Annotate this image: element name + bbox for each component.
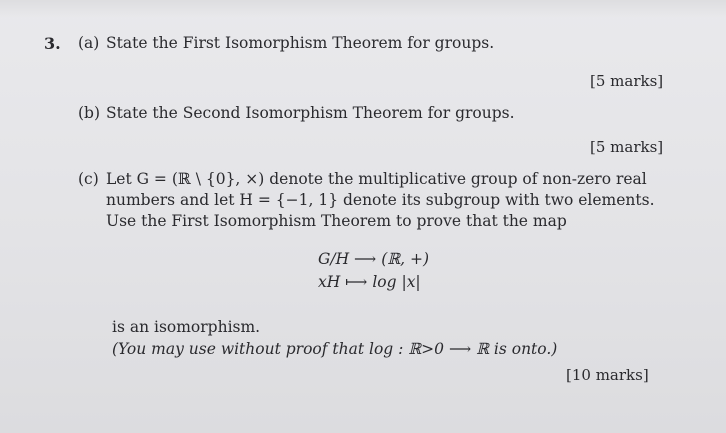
part-c-label: (c) (78, 170, 99, 188)
part-a-marks: [5 marks] (590, 72, 664, 90)
part-c-line3: Use the First Isomorphism Theorem to prove that the map (106, 212, 567, 230)
part-c-line2: numbers and let H = {−1, 1} denote its subgroup with two elements. (106, 191, 655, 209)
map-definition-line2: xH ⟼ log |x| (318, 273, 421, 291)
part-a-label: (a) (78, 34, 100, 52)
part-b-marks: [5 marks] (590, 138, 664, 156)
part-b-label: (b) (78, 104, 101, 122)
part-c-line1: Let G = (ℝ \ {0}, ×) denote the multiplicative group of non-zero real (106, 170, 647, 188)
question-number: 3. (44, 34, 61, 53)
page-shadow (0, 0, 726, 18)
map-definition-line1: G/H ⟶ (ℝ, +) (318, 250, 430, 268)
part-a-text: State the First Isomorphism Theorem for groups. (106, 34, 495, 52)
part-b-text: State the Second Isomorphism Theorem for groups. (106, 104, 515, 122)
part-c-marks: [10 marks] (566, 366, 649, 384)
part-c-line4: is an isomorphism. (112, 318, 261, 336)
part-c-note: (You may use without proof that log : ℝ>0 ⟶ ℝ is onto.) (112, 340, 558, 358)
